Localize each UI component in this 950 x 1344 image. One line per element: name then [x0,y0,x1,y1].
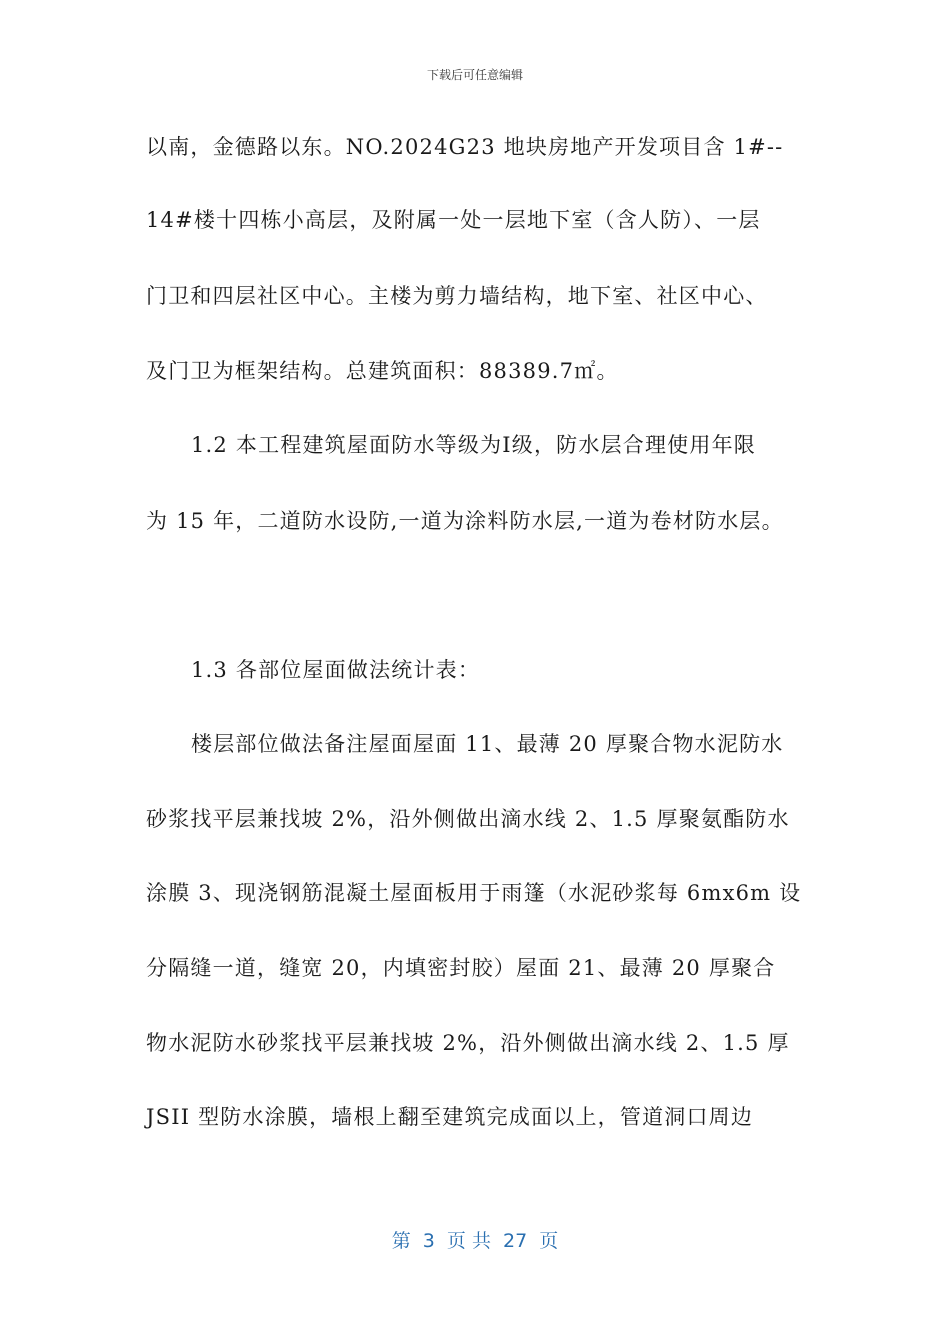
paragraph-line: 1.2 本工程建筑屋面防水等级为Ⅰ级，防水层合理使用年限 [191,433,756,457]
paragraph-line: 以南，金德路以东。NO.2024G23 地块房地产开发项目含 1#-- [146,135,784,159]
section-heading: 1.3 各部位屋面做法统计表： [191,658,481,682]
paragraph-line: 砂浆找平层兼找坡 2%，沿外侧做出滴水线 2、1.5 厚聚氨酯防水 [146,807,790,831]
paragraph-line: 14#楼十四栋小高层，及附属一处一层地下室（含人防）、一层 [146,208,761,232]
paragraph-line: 涂膜 3、现浇钢筋混凝土屋面板用于雨篷（水泥砂浆每 6mx6m 设 [146,881,802,905]
paragraph-line: 及门卫为框架结构。总建筑面积：88389.7㎡。 [146,359,619,383]
paragraph-line: 楼层部位做法备注屋面屋面 11、最薄 20 厚聚合物水泥防水 [191,732,784,756]
paragraph-line: 物水泥防水砂浆找平层兼找坡 2%，沿外侧做出滴水线 2、1.5 厚 [146,1031,790,1055]
page-number: 第 3 页 共 27 页 [391,1230,559,1252]
paragraph-line: JSII 型防水涂膜，墙根上翻至建筑完成面以上，管道洞口周边 [146,1105,754,1129]
paragraph-line: 为 15 年，二道防水设防,一道为涂料防水层,一道为卷材防水层。 [146,509,784,533]
paragraph-line: 门卫和四层社区中心。主楼为剪力墙结构，地下室、社区中心、 [146,284,768,308]
page-header-note: 下载后可任意编辑 [426,68,523,82]
paragraph-line: 分隔缝一道，缝宽 20，内填密封胶）屋面 21、最薄 20 厚聚合 [146,956,776,980]
